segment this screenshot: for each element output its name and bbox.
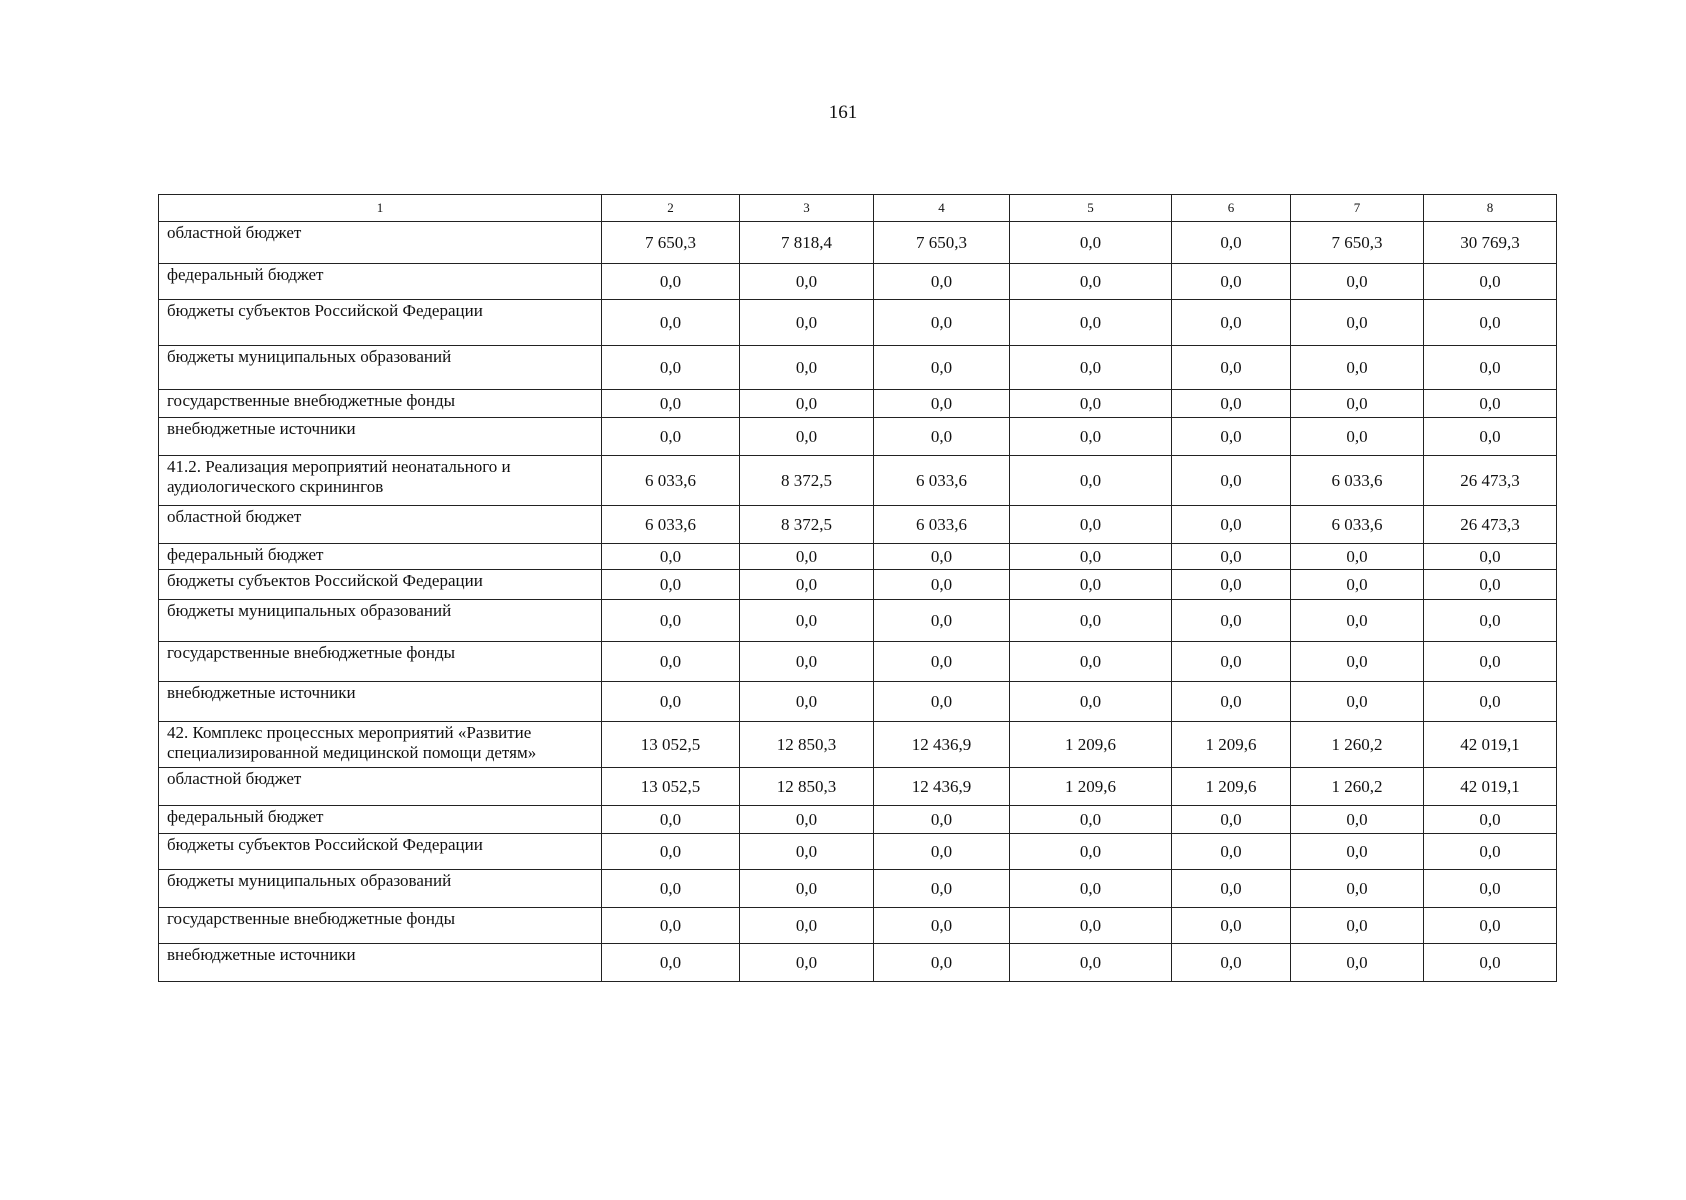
value-cell: 0,0 [874, 944, 1010, 982]
value-cell: 6 033,6 [602, 506, 740, 544]
row-label: областной бюджет [159, 506, 602, 544]
value-cell: 0,0 [874, 834, 1010, 870]
value-cell: 0,0 [1172, 264, 1291, 300]
value-cell: 0,0 [874, 390, 1010, 418]
value-cell: 0,0 [1172, 418, 1291, 456]
table-row [159, 222, 1557, 264]
value-cell: 0,0 [1424, 346, 1557, 390]
value-cell: 0,0 [1291, 944, 1424, 982]
row-label: государственные внебюджетные фонды [159, 390, 602, 418]
value-cell: 0,0 [1010, 544, 1172, 570]
value-cell: 0,0 [740, 570, 874, 600]
value-cell: 13 052,5 [602, 768, 740, 806]
value-cell: 0,0 [1010, 642, 1172, 682]
value-cell: 12 850,3 [740, 722, 874, 768]
value-cell: 0,0 [1172, 456, 1291, 506]
value-cell: 0,0 [602, 544, 740, 570]
budget-table [158, 194, 1557, 982]
value-cell: 0,0 [1424, 544, 1557, 570]
value-cell: 0,0 [874, 908, 1010, 944]
value-cell: 0,0 [1172, 642, 1291, 682]
value-cell: 26 473,3 [1424, 506, 1557, 544]
value-cell: 0,0 [602, 570, 740, 600]
value-cell: 0,0 [1424, 908, 1557, 944]
value-cell: 0,0 [740, 346, 874, 390]
budget-table-body [159, 195, 1557, 982]
column-number: 6 [1172, 195, 1291, 222]
table-row [159, 870, 1557, 908]
row-label: внебюджетные источники [159, 418, 602, 456]
value-cell: 0,0 [1424, 390, 1557, 418]
row-label: 42. Комплекс процессных мероприятий «Развитие специализированной медицинской помощи детям» [159, 722, 602, 768]
table-row [159, 806, 1557, 834]
value-cell: 42 019,1 [1424, 768, 1557, 806]
value-cell: 0,0 [874, 806, 1010, 834]
value-cell: 12 850,3 [740, 768, 874, 806]
value-cell: 0,0 [1291, 300, 1424, 346]
value-cell: 0,0 [602, 390, 740, 418]
value-cell: 6 033,6 [874, 456, 1010, 506]
value-cell: 0,0 [1172, 908, 1291, 944]
table-row [159, 682, 1557, 722]
table-row [159, 768, 1557, 806]
column-number: 2 [602, 195, 740, 222]
value-cell: 0,0 [874, 682, 1010, 722]
value-cell: 6 033,6 [602, 456, 740, 506]
value-cell: 0,0 [740, 600, 874, 642]
value-cell: 1 260,2 [1291, 768, 1424, 806]
value-cell: 0,0 [1172, 600, 1291, 642]
row-label: федеральный бюджет [159, 806, 602, 834]
value-cell: 0,0 [1010, 944, 1172, 982]
value-cell: 0,0 [1010, 834, 1172, 870]
value-cell: 0,0 [740, 682, 874, 722]
row-label: федеральный бюджет [159, 264, 602, 300]
row-label: 41.2. Реализация мероприятий неонатального и аудиологического скринингов [159, 456, 602, 506]
value-cell: 0,0 [1291, 418, 1424, 456]
column-number: 8 [1424, 195, 1557, 222]
value-cell: 0,0 [1010, 300, 1172, 346]
value-cell: 0,0 [1172, 222, 1291, 264]
row-label: внебюджетные источники [159, 944, 602, 982]
value-cell: 0,0 [874, 600, 1010, 642]
row-label: бюджеты субъектов Российской Федерации [159, 570, 602, 600]
value-cell: 0,0 [1010, 870, 1172, 908]
value-cell: 0,0 [740, 944, 874, 982]
value-cell: 8 372,5 [740, 456, 874, 506]
value-cell: 0,0 [1172, 682, 1291, 722]
value-cell: 0,0 [740, 300, 874, 346]
value-cell: 0,0 [1010, 600, 1172, 642]
value-cell: 0,0 [740, 544, 874, 570]
table-row [159, 456, 1557, 506]
value-cell: 0,0 [1172, 806, 1291, 834]
value-cell: 0,0 [602, 834, 740, 870]
value-cell: 13 052,5 [602, 722, 740, 768]
value-cell: 0,0 [602, 600, 740, 642]
value-cell: 0,0 [1291, 544, 1424, 570]
column-number: 3 [740, 195, 874, 222]
value-cell: 0,0 [1010, 570, 1172, 600]
row-label: государственные внебюджетные фонды [159, 908, 602, 944]
value-cell: 0,0 [602, 682, 740, 722]
value-cell: 0,0 [874, 544, 1010, 570]
value-cell: 0,0 [1291, 870, 1424, 908]
table-row [159, 570, 1557, 600]
column-number: 7 [1291, 195, 1424, 222]
value-cell: 0,0 [1172, 870, 1291, 908]
value-cell: 0,0 [1291, 682, 1424, 722]
row-label: бюджеты муниципальных образований [159, 870, 602, 908]
table-row [159, 908, 1557, 944]
value-cell: 0,0 [602, 944, 740, 982]
value-cell: 0,0 [1424, 418, 1557, 456]
value-cell: 0,0 [740, 390, 874, 418]
value-cell: 0,0 [1172, 506, 1291, 544]
value-cell: 0,0 [740, 908, 874, 944]
value-cell: 0,0 [1291, 346, 1424, 390]
value-cell: 0,0 [1291, 570, 1424, 600]
value-cell: 26 473,3 [1424, 456, 1557, 506]
value-cell: 0,0 [602, 300, 740, 346]
value-cell: 0,0 [1010, 346, 1172, 390]
value-cell: 0,0 [874, 570, 1010, 600]
column-number: 1 [159, 195, 602, 222]
value-cell: 0,0 [1172, 390, 1291, 418]
row-label: государственные внебюджетные фонды [159, 642, 602, 682]
table-row [159, 300, 1557, 346]
value-cell: 0,0 [602, 346, 740, 390]
column-number: 5 [1010, 195, 1172, 222]
value-cell: 0,0 [1424, 600, 1557, 642]
value-cell: 0,0 [1010, 806, 1172, 834]
value-cell: 0,0 [1172, 944, 1291, 982]
column-number-row [159, 195, 1557, 222]
row-label: внебюджетные источники [159, 682, 602, 722]
row-label: бюджеты субъектов Российской Федерации [159, 834, 602, 870]
value-cell: 0,0 [1010, 418, 1172, 456]
row-label: федеральный бюджет [159, 544, 602, 570]
table-row [159, 346, 1557, 390]
value-cell: 7 818,4 [740, 222, 874, 264]
value-cell: 0,0 [1010, 682, 1172, 722]
page-number: 161 [828, 102, 858, 123]
value-cell: 1 209,6 [1010, 722, 1172, 768]
value-cell: 6 033,6 [1291, 456, 1424, 506]
value-cell: 0,0 [1010, 390, 1172, 418]
value-cell: 42 019,1 [1424, 722, 1557, 768]
value-cell: 0,0 [602, 806, 740, 834]
value-cell: 0,0 [874, 346, 1010, 390]
value-cell: 1 209,6 [1010, 768, 1172, 806]
value-cell: 0,0 [1172, 346, 1291, 390]
value-cell: 0,0 [1010, 908, 1172, 944]
value-cell: 0,0 [1424, 834, 1557, 870]
table-row [159, 264, 1557, 300]
row-label: бюджеты муниципальных образований [159, 600, 602, 642]
value-cell: 1 209,6 [1172, 768, 1291, 806]
table-row [159, 544, 1557, 570]
value-cell: 0,0 [602, 908, 740, 944]
value-cell: 1 260,2 [1291, 722, 1424, 768]
value-cell: 30 769,3 [1424, 222, 1557, 264]
value-cell: 0,0 [1172, 544, 1291, 570]
value-cell: 0,0 [740, 834, 874, 870]
value-cell: 0,0 [602, 642, 740, 682]
value-cell: 1 209,6 [1172, 722, 1291, 768]
value-cell: 0,0 [740, 264, 874, 300]
value-cell: 0,0 [1424, 806, 1557, 834]
value-cell: 0,0 [874, 418, 1010, 456]
value-cell: 0,0 [874, 870, 1010, 908]
value-cell: 6 033,6 [1291, 506, 1424, 544]
value-cell: 0,0 [874, 642, 1010, 682]
value-cell: 0,0 [1010, 264, 1172, 300]
value-cell: 12 436,9 [874, 768, 1010, 806]
value-cell: 12 436,9 [874, 722, 1010, 768]
value-cell: 0,0 [1291, 390, 1424, 418]
value-cell: 0,0 [1291, 806, 1424, 834]
row-label: бюджеты муниципальных образований [159, 346, 602, 390]
value-cell: 0,0 [1424, 642, 1557, 682]
value-cell: 0,0 [740, 870, 874, 908]
value-cell: 7 650,3 [602, 222, 740, 264]
row-label: бюджеты субъектов Российской Федерации [159, 300, 602, 346]
table-row [159, 642, 1557, 682]
table-row [159, 944, 1557, 982]
value-cell: 0,0 [874, 264, 1010, 300]
value-cell: 7 650,3 [1291, 222, 1424, 264]
value-cell: 0,0 [1172, 834, 1291, 870]
value-cell: 0,0 [1424, 682, 1557, 722]
value-cell: 0,0 [740, 642, 874, 682]
table-row [159, 390, 1557, 418]
value-cell: 0,0 [1291, 600, 1424, 642]
value-cell: 0,0 [1010, 222, 1172, 264]
value-cell: 8 372,5 [740, 506, 874, 544]
value-cell: 0,0 [1291, 642, 1424, 682]
table-row [159, 722, 1557, 768]
value-cell: 0,0 [874, 300, 1010, 346]
value-cell: 0,0 [740, 418, 874, 456]
value-cell: 0,0 [1291, 908, 1424, 944]
value-cell: 6 033,6 [874, 506, 1010, 544]
value-cell: 0,0 [1424, 870, 1557, 908]
row-label: областной бюджет [159, 768, 602, 806]
value-cell: 0,0 [602, 870, 740, 908]
value-cell: 0,0 [1291, 834, 1424, 870]
value-cell: 0,0 [1172, 300, 1291, 346]
value-cell: 0,0 [1010, 506, 1172, 544]
row-label: областной бюджет [159, 222, 602, 264]
table-row [159, 834, 1557, 870]
value-cell: 0,0 [1010, 456, 1172, 506]
value-cell: 7 650,3 [874, 222, 1010, 264]
value-cell: 0,0 [1424, 570, 1557, 600]
value-cell: 0,0 [602, 418, 740, 456]
column-number: 4 [874, 195, 1010, 222]
value-cell: 0,0 [1424, 300, 1557, 346]
value-cell: 0,0 [1172, 570, 1291, 600]
value-cell: 0,0 [602, 264, 740, 300]
table-row [159, 506, 1557, 544]
value-cell: 0,0 [1424, 264, 1557, 300]
table-row [159, 418, 1557, 456]
value-cell: 0,0 [1424, 944, 1557, 982]
value-cell: 0,0 [740, 806, 874, 834]
table-row [159, 600, 1557, 642]
value-cell: 0,0 [1291, 264, 1424, 300]
